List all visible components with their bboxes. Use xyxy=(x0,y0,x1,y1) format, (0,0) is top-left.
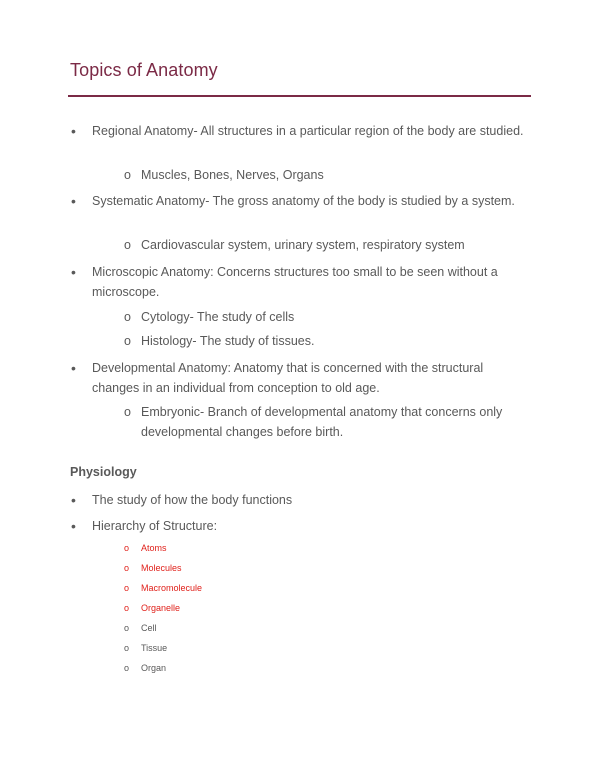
sub-item-text: Muscles, Bones, Nerves, Organs xyxy=(141,168,324,182)
section-heading-physiology: Physiology xyxy=(70,465,137,479)
hierarchy-marker: o xyxy=(124,563,130,573)
sub-bullet-marker: o xyxy=(124,168,131,182)
bullet-text-hierarchy: Hierarchy of Structure: xyxy=(92,519,218,533)
hierarchy-item: Cell xyxy=(141,623,157,633)
sub-bullet-marker: o xyxy=(124,238,131,252)
bullet-text-systematic: Systematic Anatomy- The gross anatomy of the body is studied by a system. xyxy=(92,194,515,208)
title-rule xyxy=(68,95,531,97)
sub-bullet-marker: o xyxy=(124,310,131,324)
page-title: Topics of Anatomy xyxy=(70,60,218,80)
sub-bullet-marker: o xyxy=(124,405,131,419)
hierarchy-marker: o xyxy=(124,603,130,613)
hierarchy-item: Macromolecule xyxy=(141,583,203,593)
bullet-marker: • xyxy=(71,518,76,534)
bullet-text-physiology: The study of how the body functions xyxy=(92,493,293,507)
bullet-marker: • xyxy=(71,193,76,209)
hierarchy-marker: o xyxy=(124,543,130,553)
hierarchy-marker: o xyxy=(124,643,130,653)
bullet-marker: • xyxy=(71,360,76,376)
sub-item-text: Histology- The study of tissues. xyxy=(141,334,315,348)
hierarchy-marker: o xyxy=(124,623,130,633)
bullet-marker: • xyxy=(71,492,76,508)
hierarchy-marker: o xyxy=(124,583,130,593)
sub-item-text: Cytology- The study of cells xyxy=(141,310,295,324)
bullet-marker: • xyxy=(71,123,76,139)
bullet-text-developmental: Developmental Anatomy: Anatomy that is concerned with the structural changes in an individual from conception to old age. xyxy=(92,361,484,395)
sub-bullet-marker: o xyxy=(124,334,131,348)
hierarchy-item: Organ xyxy=(141,663,167,673)
sub-item-text: Embryonic- Branch of developmental anatomy that concerns only developmental changes before birth. xyxy=(141,405,503,439)
hierarchy-item: Molecules xyxy=(141,563,182,573)
bullet-marker: • xyxy=(71,264,76,280)
bullet-text-microscopic: Microscopic Anatomy: Concerns structures too small to be seen without a microscope. xyxy=(92,265,498,299)
hierarchy-marker: o xyxy=(124,663,130,673)
hierarchy-item: Tissue xyxy=(141,643,168,653)
sub-item-text: Cardiovascular system, urinary system, respiratory system xyxy=(141,238,465,252)
hierarchy-item: Organelle xyxy=(141,603,181,613)
hierarchy-item: Atoms xyxy=(141,543,167,553)
bullet-text-regional: Regional Anatomy- All structures in a particular region of the body are studied. xyxy=(92,124,524,138)
